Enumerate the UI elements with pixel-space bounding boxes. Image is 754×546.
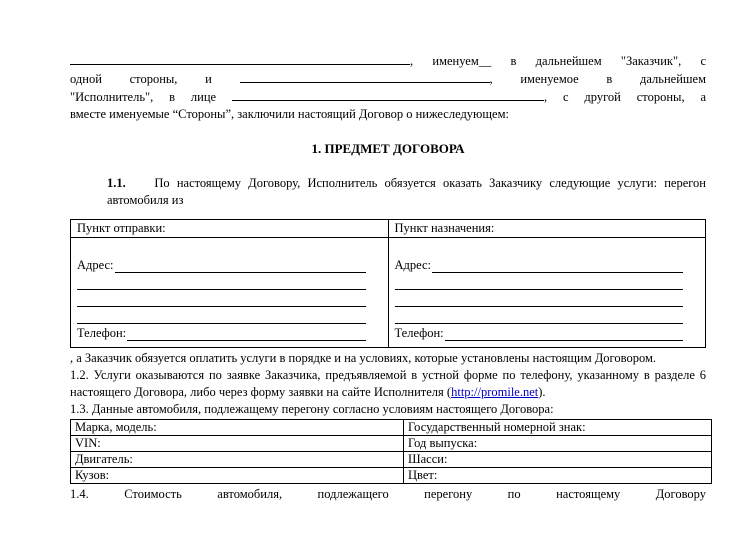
representative-blank (232, 88, 544, 101)
route-points-table (70, 219, 706, 348)
car-color-cell[interactable]: Цвет: (404, 468, 712, 484)
departure-line[interactable] (77, 290, 366, 307)
departure-header: Пункт отправки: (71, 220, 389, 238)
payment-paragraph: , а Заказчик обязуется оплатить услуги в порядке и на условиях, которые установлены настоящим Договором. (70, 351, 656, 365)
section-title: 1. ПРЕДМЕТ ДОГОВОРА (311, 141, 465, 156)
departure-phone-field[interactable]: Телефон: (77, 324, 382, 341)
destination-address-field[interactable]: Адрес: (395, 256, 700, 273)
destination-line[interactable] (395, 273, 684, 290)
destination-line[interactable] (395, 290, 684, 307)
clause-1-1 (107, 175, 706, 209)
intro-line-4: вместе именуемые “Стороны”, заключили настоящий Договор о нижеследующем: (70, 107, 509, 121)
departure-cell (71, 238, 389, 348)
departure-address-field[interactable]: Адрес: (77, 256, 382, 273)
car-vin-cell[interactable]: VIN: (71, 436, 404, 452)
car-year-cell[interactable]: Год выпуска: (404, 436, 712, 452)
destination-header: Пункт назначения: (388, 220, 706, 238)
clause-1-2: 1.2. Услуги оказываются по заявке Заказчика, предъявляемой в устной форме по телефону, указанному в разделе 6 настоящего Договора, либо через форму заявки на сайте Исполнителя (http://promile.net). (70, 368, 706, 399)
intro-line-3b: , с другой стороны, а (543, 90, 707, 104)
table-row (71, 468, 712, 484)
car-engine-cell[interactable]: Двигатель: (71, 452, 404, 468)
clause-number: 1.1. (107, 176, 126, 190)
table-row (71, 436, 712, 452)
intro-line-2a: одной стороны, и (70, 72, 212, 86)
clause-1-4: 1.4. Стоимость автомобиля, подлежащего перегону по настоящему Договору (70, 487, 706, 501)
destination-line[interactable] (395, 307, 684, 324)
car-chassis-cell[interactable]: Шасси: (404, 452, 712, 468)
departure-line[interactable] (77, 273, 366, 290)
contractor-name-blank (240, 70, 490, 83)
intro-line-1: , именуем__ в дальнейшем "Заказчик", с (410, 54, 706, 68)
customer-name-blank (70, 52, 410, 65)
car-body-cell[interactable]: Кузов: (71, 468, 404, 484)
table-row (71, 452, 712, 468)
table-row (71, 420, 712, 436)
website-link[interactable]: http://promile.net (451, 385, 539, 399)
clause-text: По настоящему Договору, Исполнитель обязуется оказать Заказчику следующие услуги: перегон автомобиля из (107, 176, 706, 207)
destination-phone-field[interactable]: Телефон: (395, 324, 700, 341)
document-page (70, 52, 706, 503)
intro-line-3a: "Исполнитель", в лице (70, 90, 217, 104)
intro-line-2b: , именуемое в дальнейшем (489, 72, 706, 86)
clause-1-3: 1.3. Данные автомобиля, подлежащему перегону согласно условиям настоящего Договора: (70, 402, 554, 416)
car-plate-cell[interactable]: Государственный номерной знак: (404, 420, 712, 436)
intro-paragraph (70, 52, 706, 106)
car-make-cell[interactable]: Марка, модель: (71, 420, 404, 436)
departure-line[interactable] (77, 307, 366, 324)
car-data-table (70, 419, 712, 484)
destination-cell (388, 238, 706, 348)
